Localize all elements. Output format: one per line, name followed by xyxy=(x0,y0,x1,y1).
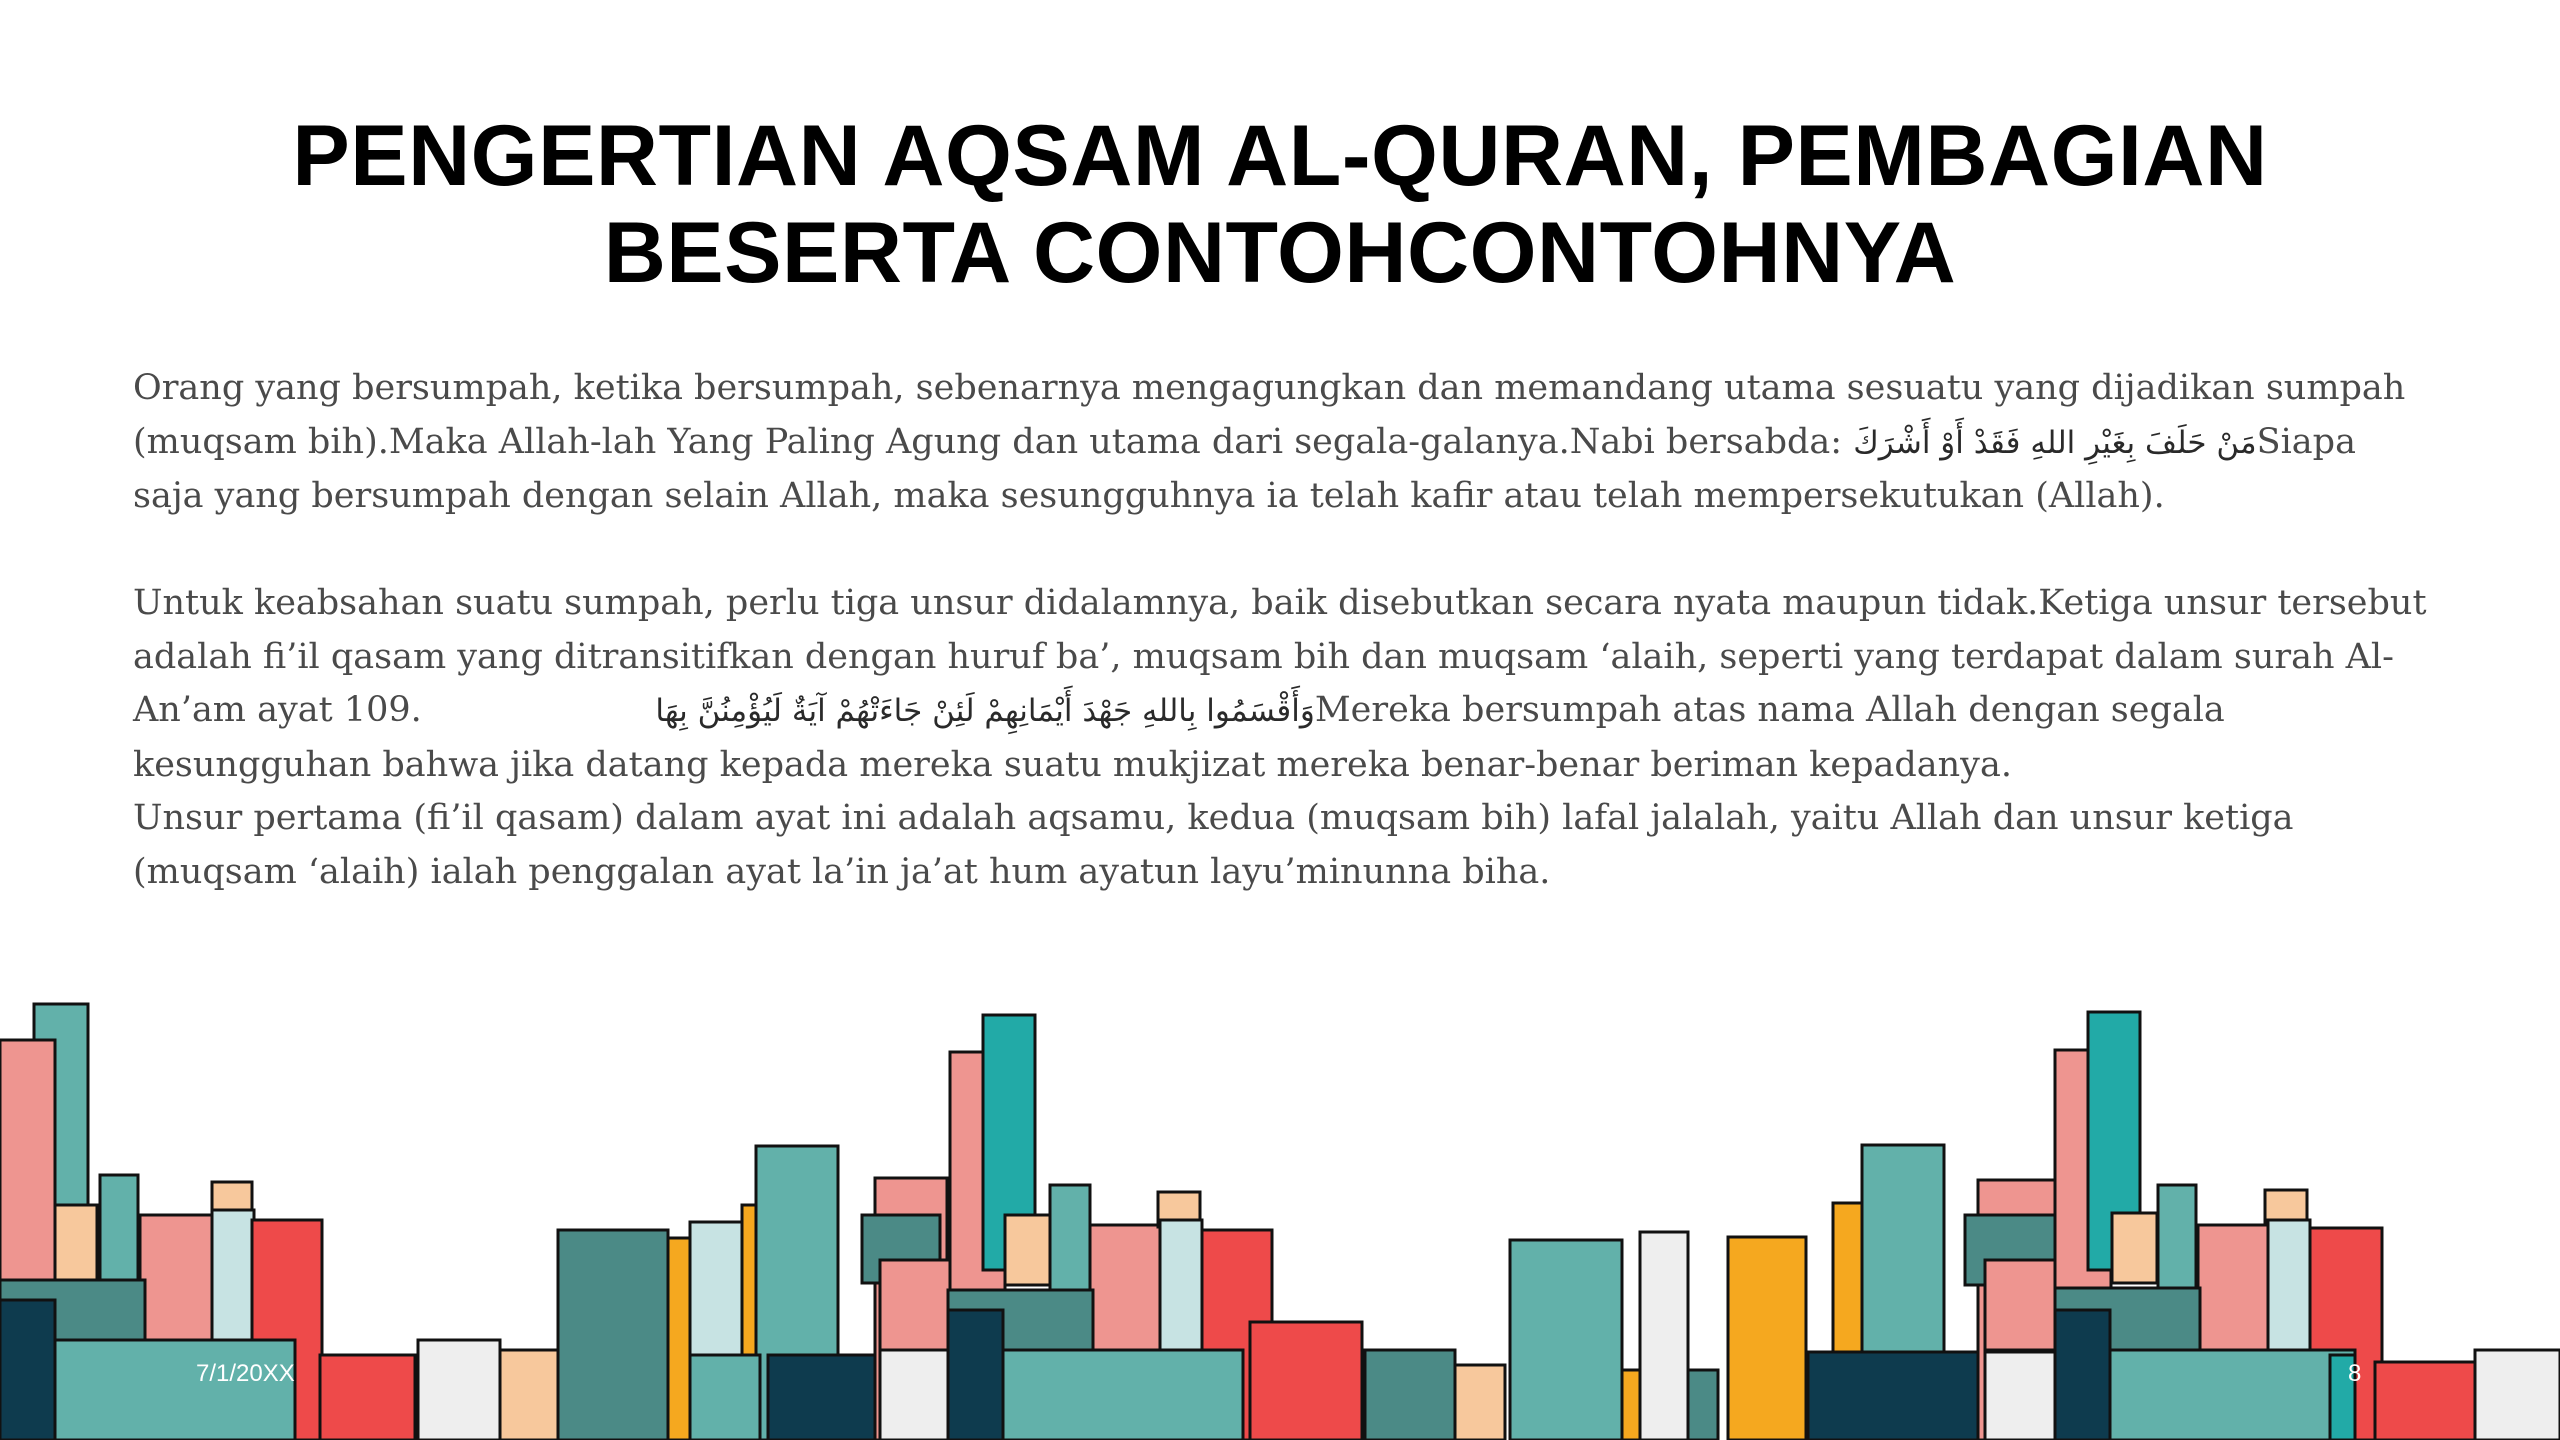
city-skyline-illustration xyxy=(0,990,2560,1440)
paragraph-1 xyxy=(133,362,2433,524)
paragraph-spacer xyxy=(133,524,2433,578)
paragraph-1-text-a: Orang yang bersumpah, ketika bersumpah, sebenarnya mengagungkan dan memandang utama sesuatu yang dijadikan sumpah (muqsam bih).Maka Allah-lah Yang Paling Agung dan utama dari segala-galanya.Nabi bersabda: xyxy=(133,368,2406,462)
paragraph-2-text-a: Untuk keabsahan suatu sumpah, perlu tiga unsur didalamnya, baik disebutkan secara nyata maupun tidak.Ketiga unsur tersebut adalah fi’il qasam yang ditransitifkan dengan huruf ba’, muqsam bih dan muqsam ‘alaih, seperti yang terdapat dalam surah Al-An’am ayat 109. xyxy=(133,583,2427,730)
paragraph-2 xyxy=(133,577,2433,792)
ayat-arabic-text: وَأَقْسَمُوا بِاللهِ جَهْدَ أَيْمَانِهِمْ لَئِنْ جَاءَتْهُمْ آيَةٌ لَيُؤْمِنُنَّ بِهَا xyxy=(655,693,1315,729)
paragraph-1-text-b: Siapa saja yang bersumpah dengan selain Allah, maka sesungguhnya ia telah kafir atau telah mempersekutukan (Allah). xyxy=(133,421,2356,516)
title-line-1: PENGERTIAN AQSAM AL-QURAN, PEMBAGIAN xyxy=(292,108,2268,204)
slide-body xyxy=(133,362,2433,899)
paragraph-3: Unsur pertama (fi’il qasam) dalam ayat ini adalah aqsamu, kedua (muqsam bih) lafal jalalah, yaitu Allah dan unsur ketiga (muqsam ‘alaih) ialah penggalan ayat la’in ja’at hum ayatun layu’minunna biha. xyxy=(133,798,2294,892)
title-line-2: BESERTA CONTOHCONTOHNYA xyxy=(603,205,1957,301)
footer-date: 7/1/20XX xyxy=(196,1360,295,1387)
hadith-arabic-text: مَنْ حَلَفَ بِغَيْرِ اللهِ فَقَدْ أَوْ أَشْرَكَ xyxy=(1853,424,2257,461)
paragraph-2-text-b: Mereka bersumpah atas nama Allah dengan segala kesungguhan bahwa jika datang kepada mereka suatu mukjizat mereka benar-benar beriman kepadanya. xyxy=(133,690,2225,785)
slide-title xyxy=(160,108,2400,302)
footer-page-number: 8 xyxy=(2348,1360,2362,1387)
